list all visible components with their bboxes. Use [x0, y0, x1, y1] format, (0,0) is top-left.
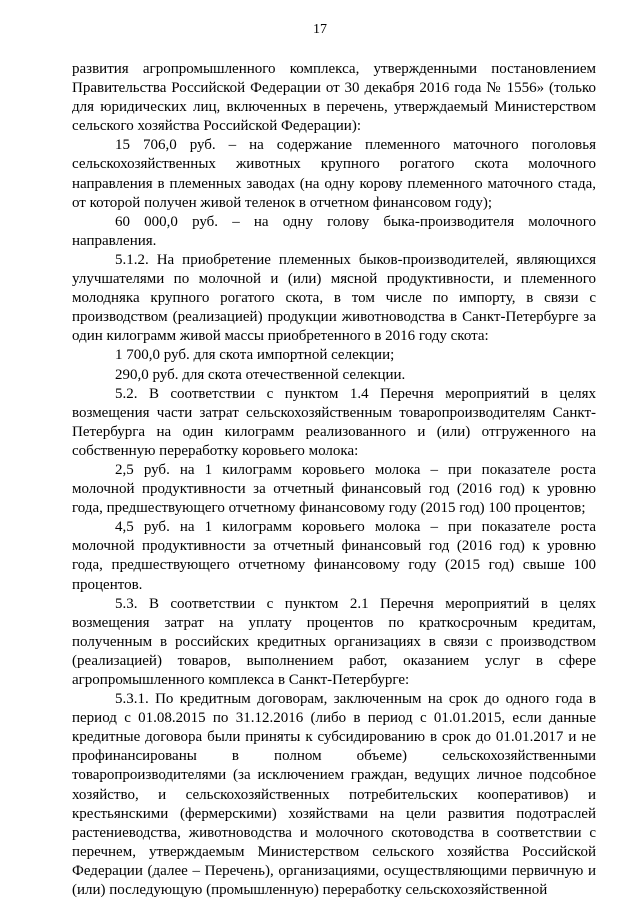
paragraph: 2,5 руб. на 1 килограмм коровьего молока – при показателе роста молочной продуктивности за отчетный финансовый год (2016 год) к уровню года, предшествующего отчетному финансовому году (2015 год) 100 процентов;: [72, 461, 596, 517]
paragraph: 1 700,0 руб. для скота импортной селекции;: [115, 347, 395, 364]
page-number: 17: [313, 22, 327, 37]
paragraph: 5.2. В соответствии с пунктом 1.4 Перечня мероприятий в целях возмещения части затрат сельскохозяйственным товаропроизводителям Санкт-Петербурга на один килограмм реализованного и (или) отгруженного на собственную переработку коровьего молока:: [72, 385, 596, 459]
paragraph: развития агропромышленного комплекса, утвержденными постановлением Правительства Российской Федерации от 30 декабря 2016 года № 1556» (только для юридических лиц, включенных в перечень, утверждаемый Министерством сельского хозяйства Российской Федерации):: [72, 61, 596, 135]
paragraph: 5.3. В соответствии с пунктом 2.1 Перечня мероприятий в целях возмещения затрат на уплату процентов по краткосрочным кредитам, полученным в российских кредитных организациях в связи с производством (реализацией) товаров, выполнением работ, оказанием услуг в сфере агропромышленного комплекса в Санкт-Петербурге:: [72, 595, 596, 688]
document-body: [72, 60, 596, 900]
paragraph: 4,5 руб. на 1 килограмм коровьего молока – при показателе роста молочной продуктивности за отчетный финансовый год (2016 год) к уровню года, предшествующего отчетному финансовому году (2015 год) свыше 100 процентов.: [72, 519, 596, 593]
paragraph: 15 706,0 руб. – на содержание племенного маточного поголовья сельскохозяйственных животных крупного рогатого скота молочного направления в племенных заводах (на одну корову племенного маточного стада, от которой получен живой теленок в отчетном финансовом году);: [72, 137, 596, 211]
paragraph: 60 000,0 руб. – на одну голову быка-производителя молочного направления.: [72, 213, 596, 249]
paragraph: 5.1.2. На приобретение племенных быков-производителей, являющихся улучшателями по молочной и (или) мясной продуктивности, и племенного молодняка крупного рогатого скота, в том числе по импорту, в связи с производством (реализацией) продукции животноводства в Санкт-Петербурге за один килограмм живой массы приобретенного в 2016 году скота:: [72, 251, 596, 345]
paragraph: 290,0 руб. для скота отечественной селекции.: [115, 366, 406, 383]
paragraph: 5.3.1. По кредитным договорам, заключенным на срок до одного года в период с 01.08.2015 по 31.12.2016 (либо в период с 01.01.2015, если данные кредитные договора были приняты к субсидированию в срок до 01.01.2017 и не профинансированы в полном объеме) сельскохозяйственными товаропроизводителями (за исключением граждан, ведущих личное подсобное хозяйство, и сельскохозяйственных потребительских кооперативов) и крестьянскими (фермерскими) хозяйствами на цели развития подотраслей растениеводства, животноводства и молочного скотоводства в соответствии с перечнем, утверждаемым Министерством сельского хозяйства Российской Федерации (далее – Перечень), организациями, осуществляющими первичную и (или) последующую (промышленную) переработку сельскохозяйственной: [72, 691, 596, 899]
